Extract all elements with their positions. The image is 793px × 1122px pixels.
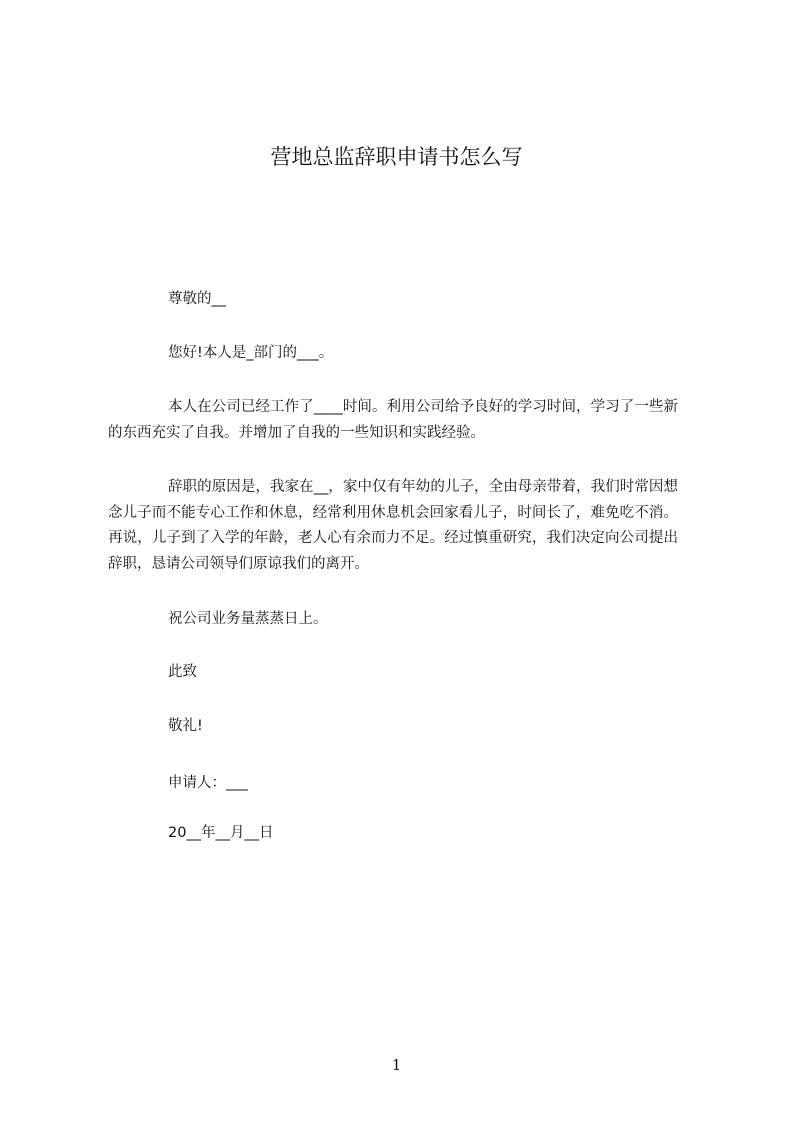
closing-wish: 祝公司业务量蒸蒸日上。: [168, 611, 328, 627]
applicant-signature-line: 申请人：___: [168, 775, 248, 791]
closing-cizhi: 此致: [168, 664, 197, 680]
greeting: 您好!本人是_部门的___。: [168, 345, 334, 361]
body-paragraph-resignation-reason: 辞职的原因是，我家在__，家中仅有年幼的儿子，全由母亲带着，我们时常因想念儿子而不能专心工作和休息，经常利用休息机会回家看儿子，时间长了，难免吃不消。再说，儿子到了入学的年龄，老人心有余而力不足。经过慎重研究，我们决定向公司提出辞职，恳请公司领导们原谅我们的离开。: [108, 479, 678, 572]
salutation: 尊敬的__: [168, 291, 226, 307]
page-title: 营地总监辞职申请书怎么写: [270, 145, 523, 169]
page-number: 1: [391, 1056, 402, 1074]
body-paragraph-work-experience: 本人在公司已经工作了____时间。利用公司给予良好的学习时间，学习了一些新的东西充实了自我。并增加了自我的一些知识和实践经验。: [108, 399, 678, 441]
closing-jingli: 敬礼!: [168, 718, 203, 734]
date-line: 20__年__月__日: [168, 825, 274, 841]
